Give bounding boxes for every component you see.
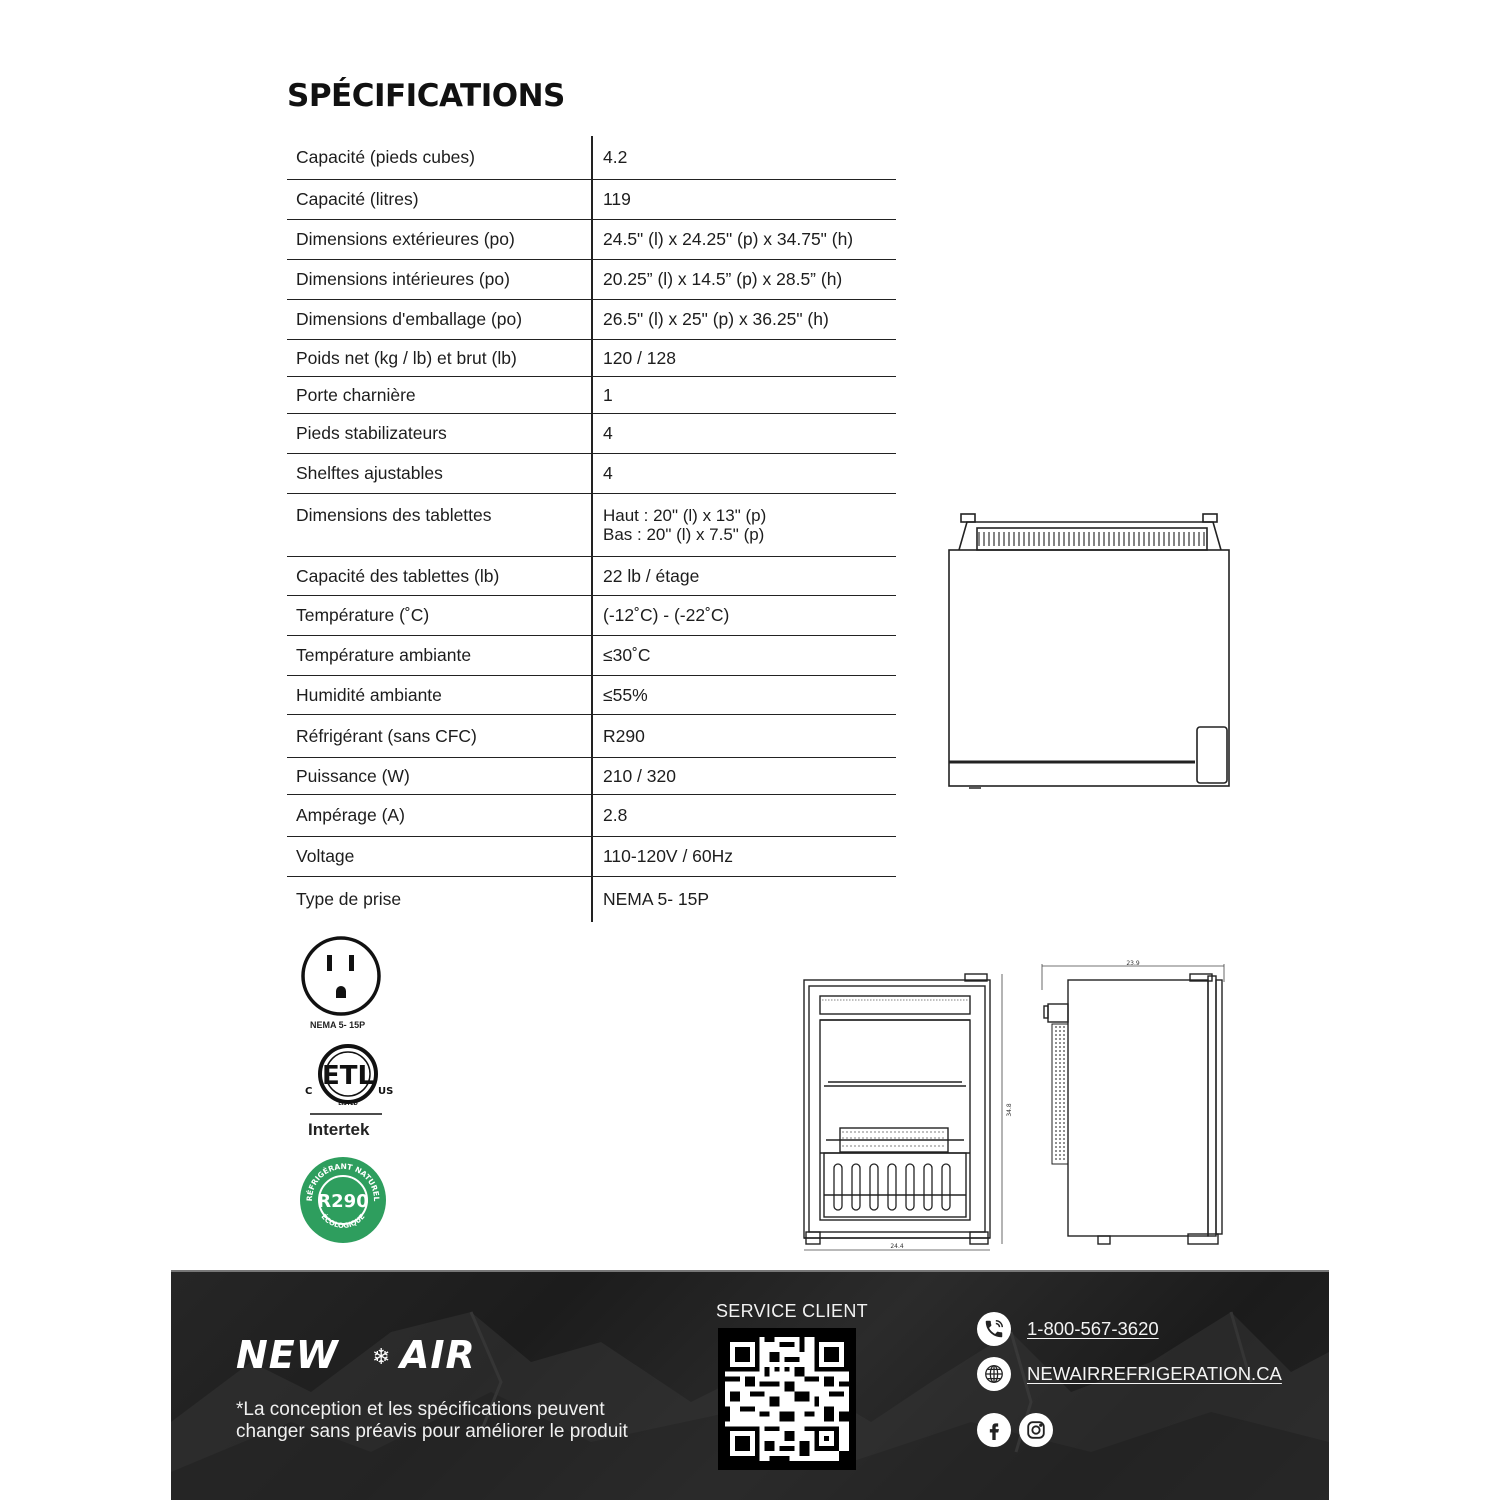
spec-value: 210 / 320 [603,765,676,786]
svg-text:ÉCOLOGIQUE: ÉCOLOGIQUE [319,1212,367,1230]
spec-label: Shelftes ajustables [296,463,443,483]
spec-row [287,180,896,220]
front-height-dimension: 34.8 [1006,1103,1013,1117]
spec-label: Voltage [296,846,355,866]
svg-text:ETL: ETL [321,1061,375,1091]
spec-label: Dimensions intérieures (po) [296,269,510,289]
spec-value: 4 [603,463,613,484]
spec-row [287,220,896,260]
qr-code-icon [725,1335,849,1463]
spec-value: 120 / 128 [603,347,676,368]
phone-contact [977,1312,1159,1346]
globe-icon [977,1357,1011,1391]
website-link[interactable]: NEWAIRREFRIGERATION.CA [1027,1363,1282,1384]
spec-value: 20.25” (l) x 14.5” (p) x 28.5” (h) [603,269,843,290]
front-view-drawing [800,960,1015,1255]
spec-value-line: Haut : 20" (l) x 13" (p) [603,506,767,525]
spec-row [287,877,896,921]
spec-row [287,494,896,557]
spec-row [287,260,896,300]
spec-label: Dimensions d'emballage (po) [296,309,523,329]
svg-text:NEW: NEW [236,1334,339,1374]
footer [171,1270,1329,1500]
spec-label: Capacité des tablettes (lb) [296,565,500,586]
spec-value: 22 lb / étage [603,565,700,586]
website-contact [977,1357,1282,1391]
qr-code[interactable] [718,1328,856,1470]
spec-label: Porte charnière [296,384,416,405]
spec-value: ≤30˚C [603,645,651,666]
spec-value [591,494,896,556]
spec-row [287,636,896,676]
spec-value: R290 [603,725,645,746]
spec-value-line: Bas : 20" (l) x 7.5" (p) [603,525,765,544]
svg-text:❄: ❄ [372,1345,391,1370]
spec-value: 26.5" (l) x 25" (p) x 36.25" (h) [603,309,829,330]
svg-text:AIR: AIR [400,1334,476,1374]
phone-icon [977,1312,1011,1346]
spec-row [287,795,896,837]
etl-listed-icon [302,1042,394,1118]
spec-row [287,758,896,795]
r290-eco-badge-icon [298,1155,388,1245]
disclaimer-line: changer sans préavis pour améliorer le produit [236,1421,628,1442]
service-client-label: SERVICE CLIENT [716,1301,868,1321]
spec-row [287,414,896,454]
disclaimer-line: *La conception et les spécifications peuvent [236,1399,605,1420]
spec-label: Puissance (W) [296,765,410,786]
svg-text:LISTED: LISTED [338,1101,358,1107]
spec-row [287,596,896,636]
spec-label: Dimensions extérieures (po) [296,229,515,249]
spec-row [287,136,896,180]
newair-logo [236,1334,518,1374]
spec-label: Humidité ambiante [296,684,442,705]
spec-value: 110-120V / 60Hz [603,846,734,867]
disclaimer [236,1399,628,1443]
svg-text:C: C [305,1086,313,1097]
spec-label: Pieds stabilizateurs [296,423,447,443]
spec-label: Température ambiante [296,645,472,665]
spec-row [287,837,896,877]
spec-row [287,300,896,340]
spec-table [287,136,896,921]
spec-value: 1 [603,384,613,405]
spec-row [287,340,896,377]
spec-value: 2.8 [603,805,628,826]
front-width-dimension: 24.4 [890,1243,904,1250]
spec-row [287,557,896,596]
spec-value: 24.5" (l) x 24.25" (p) x 34.75" (h) [603,229,854,250]
svg-text:RÉFRIGÉRANT NATUREL: RÉFRIGÉRANT NATUREL [304,1161,382,1202]
spec-value: 4 [603,423,613,444]
spec-label: Capacité (pieds cubes) [296,147,475,167]
spec-label: Type de prise [296,888,402,909]
svg-text:R290: R290 [317,1191,369,1212]
spec-label: Dimensions des tablettes [296,505,492,525]
spec-label: Réfrigérant (sans CFC) [296,725,477,746]
spec-value: ≤55% [603,684,648,705]
spec-value: 119 [603,189,631,210]
spec-label: Température (˚C) [296,605,430,625]
spec-row [287,377,896,414]
social-links [977,1413,1053,1447]
side-view-drawing [1038,960,1230,1255]
spec-label: Ampérage (A) [296,805,405,825]
nema-caption: NEMA 5- 15P [310,1020,366,1030]
page-title: SPÉCIFICATIONS [287,78,565,114]
nema-outlet-icon [300,935,382,1017]
spec-value: (-12˚C) - (-22˚C) [603,605,730,626]
spec-value: 4.2 [603,147,628,168]
top-view-drawing [945,510,1235,795]
spec-label: Capacité (litres) [296,189,419,209]
phone-link[interactable]: 1-800-567-3620 [1027,1318,1159,1339]
instagram-icon[interactable] [1019,1413,1053,1447]
spec-label: Poids net (kg / lb) et brut (lb) [296,347,517,368]
spec-value: NEMA 5- 15P [603,888,710,909]
side-depth-dimension: 23.9 [1126,960,1140,967]
facebook-icon[interactable] [977,1413,1011,1447]
intertek-label: Intertek [308,1120,370,1139]
spec-row [287,454,896,494]
svg-text:US: US [378,1086,394,1097]
spec-row [287,676,896,715]
spec-row [287,715,896,758]
